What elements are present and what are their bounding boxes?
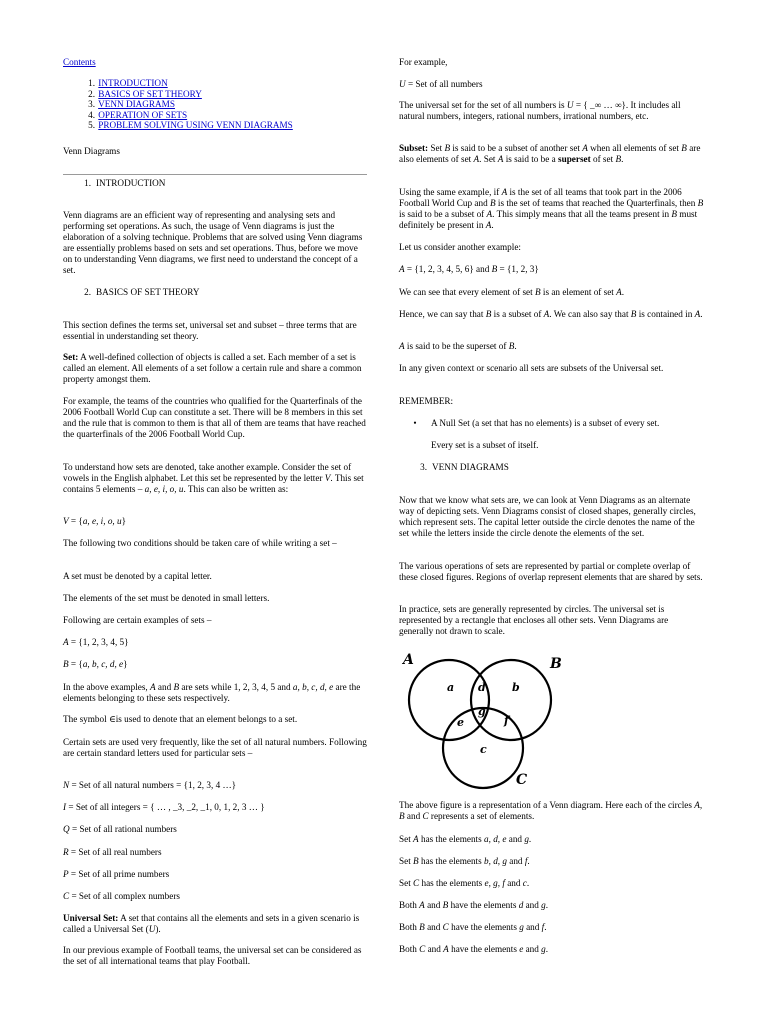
denote-paragraph: To understand how sets are denoted, take another example. Consider the set of vowels in the English alphabet. Let this set be represented by the letter V. This set contains 5 elements – a, e, i, o, u. This can also be written as: (63, 462, 364, 494)
table-of-contents (63, 78, 293, 131)
set-b-elements: Set B has the elements b, d, g and f. (399, 856, 530, 866)
venn-intro-paragraph: Now that we know what sets are, we can look at Venn Diagrams as an alternate way of depicting sets. Venn Diagrams consist of closed shapes, generally circles, which represent sets. The capital letter outside the circle denotes the name of the set while the letters inside the circle denote the elements of the set. (399, 495, 696, 538)
std-set-i: I = Set of all integers = { … , _3, _2, _1, 0, 1, 2, 3 … } (63, 802, 265, 812)
label-a: A (403, 652, 414, 668)
toc-item: 2. BASICS OF SET THEORY (88, 88, 202, 99)
v-set-definition: V = {a, e, i, o, u} (63, 516, 127, 526)
section-heading-basics: 2. BASICS OF SET THEORY (84, 287, 200, 297)
condition-2: The elements of the set must be denoted in small letters. (63, 593, 270, 603)
std-set-q: Q = Set of all rational numbers (63, 824, 177, 834)
toc-item: 3. VENN DIAGRAMS (88, 99, 175, 109)
intro-paragraph: Venn diagrams are an efficient way of representing and analysing sets and performing set operations. As such, the usage of Venn diagrams is just the elaboration of a solving technique. Problems that are solved using Venn diagrams are essentially problems based on sets and set operations. Thus, before we move on to understanding Venn diagrams, we first need to understand the concept of a set. (63, 210, 363, 275)
venn-diagram-figure (399, 648, 569, 790)
set-a-elements: Set A has the elements a, d, e and g. (399, 834, 532, 844)
same-example-paragraph: Using the same example, if A is the set of all teams that took part in the 2006 Football World Cup and B is the set of teams that reached the Quarterfinals, then B is said to be a subset of A. This simply means that all the teams present in B must definitely be present in A. (399, 187, 704, 230)
venn-operations-paragraph: The various operations of sets are represented by partial or complete overlap of these closed figures. Regions of overlap represent elements that are shared by sets. (399, 561, 703, 582)
set-definition: Set: A well-defined collection of objects is called a set. Each member of a set is called an element. All elements of a set follow a certain rule and share a common property amongst them. (63, 352, 362, 384)
set-c-elements: Set C has the elements e, g, f and c. (399, 878, 530, 888)
section-heading-venn: 3. VENN DIAGRAMS (420, 462, 509, 472)
bullet-icon: • (413, 418, 417, 428)
toc-item: 5. PROBLEM SOLVING USING VENN DIAGRAMS (88, 120, 293, 130)
region-c: c (480, 743, 487, 756)
both-c-a: Both C and A have the elements e and g. (399, 944, 549, 954)
b-set-definition: B = {a, b, c, d, e} (63, 659, 128, 669)
element-symbol-paragraph: The symbol ∈is used to denote that an element belongs to a set. (63, 714, 298, 724)
u-set-definition: U = Set of all numbers (399, 79, 483, 89)
hence-paragraph: Hence, we can say that B is a subset of A. We can also say that B is contained in A. (399, 309, 703, 319)
toc-item: 1. INTRODUCTION (88, 78, 168, 88)
std-set-p: P = Set of all prime numbers (63, 869, 170, 879)
std-set-c: C = Set of all complex numbers (63, 891, 180, 901)
doc-title: Venn Diagrams (63, 146, 120, 156)
contents-link[interactable]: Contents (63, 57, 96, 67)
region-b: b (512, 681, 520, 694)
region-a: a (447, 681, 455, 694)
condition-1: A set must be denoted by a capital letter. (63, 571, 212, 581)
section-heading-introduction: 1. INTRODUCTION (84, 178, 166, 188)
a-set-definition: A = {1, 2, 3, 4, 5} (63, 637, 129, 647)
divider (63, 174, 367, 175)
every-element-line: We can see that every element of set B is an element of set A. (399, 287, 625, 297)
ab-set-definition: A = {1, 2, 3, 4, 5, 6} and B = {1, 2, 3} (399, 264, 539, 274)
region-g: g (478, 705, 486, 718)
figure-caption: The above figure is a representation of a Venn diagram. Here each of the circles A, B and C represents a set of elements. (399, 800, 703, 821)
football-example: For example, the teams of the countries who qualified for the Quarterfinals of the 2006 Football World Cup can constitute a set. There will be 8 members in this set and the rule that is common to them is that all of them are teams that have reached the quarterfinals of the 2006 Football World Cup. (63, 396, 366, 439)
basics-paragraph: This section defines the terms set, universal set and subset – three terms that are essential in understanding set theory. (63, 320, 357, 341)
std-set-r: R = Set of all real numbers (63, 847, 162, 857)
region-e: e (457, 716, 464, 729)
toc-link-problem-solving[interactable]: PROBLEM SOLVING USING VENN DIAGRAMS (98, 120, 293, 130)
label-b: B (550, 656, 562, 672)
circle-b (471, 660, 551, 740)
examples-explanation: In the above examples, A and B are sets while 1, 2, 3, 4, 5 and a, b, c, d, e are the elements belonging to these sets respectively. (63, 682, 361, 703)
examples-intro: Following are certain examples of sets – (63, 615, 212, 625)
label-c: C (516, 772, 528, 788)
remember-label: REMEMBER: (399, 396, 454, 406)
superset-line: A is said to be the superset of B. (399, 341, 517, 351)
region-d: d (478, 681, 486, 694)
region-f: f (504, 714, 509, 727)
null-set-bullet: • A Null Set (a set that has no elements) is a subset of every set. (399, 418, 704, 429)
both-b-c: Both B and C have the elements g and f. (399, 922, 547, 932)
std-set-n: N = Set of all natural numbers = {1, 2, 3, 4 …} (63, 780, 237, 790)
venn-practice-paragraph: In practice, sets are generally represented by circles. The universal set is represented by a rectangle that encloses all other sets. Venn Diagrams are generally not drawn to scale. (399, 604, 669, 636)
any-context-paragraph: In any given context or scenario all sets are subsets of the Universal set. (399, 363, 664, 373)
both-a-b: Both A and B have the elements d and g. (399, 900, 549, 910)
every-set-line: Every set is a subset of itself. (431, 440, 539, 450)
element-of-symbol: ∈ (108, 714, 116, 724)
toc-link-basics[interactable]: BASICS OF SET THEORY (98, 88, 202, 99)
for-example-label: For example, (399, 57, 448, 67)
toc-link-operation-of-sets[interactable]: OPERATION OF SETS (98, 109, 188, 120)
conditions-intro: The following two conditions should be taken care of while writing a set – (63, 538, 337, 548)
universal-set-definition: Universal Set: A set that contains all the elements and sets in a given scenario is called a Universal Set (U). (63, 913, 360, 934)
subset-definition: Subset: Set B is said to be a subset of another set A when all elements of set B are also elements of set A. Set A is said to be a superset of set B. (399, 143, 701, 164)
another-example-label: Let us consider another example: (399, 242, 521, 252)
toc-item: 4. OPERATION OF SETS (88, 109, 188, 120)
standard-sets-intro: Certain sets are used very frequently, like the set of all natural numbers. Following are certain standard letters used for particular sets – (63, 737, 367, 758)
toc-link-venn-diagrams[interactable]: VENN DIAGRAMS (98, 99, 175, 109)
toc-link-introduction[interactable]: INTRODUCTION (98, 78, 168, 88)
universal-set-example: In our previous example of Football teams, the universal set can be considered as the set of all international teams that play Football. (63, 945, 362, 966)
universal-numbers-paragraph: The universal set for the set of all numbers is U = { _∞ … ∞}. It includes all natural numbers, integers, rational numbers, irrational numbers, etc. (399, 100, 681, 121)
